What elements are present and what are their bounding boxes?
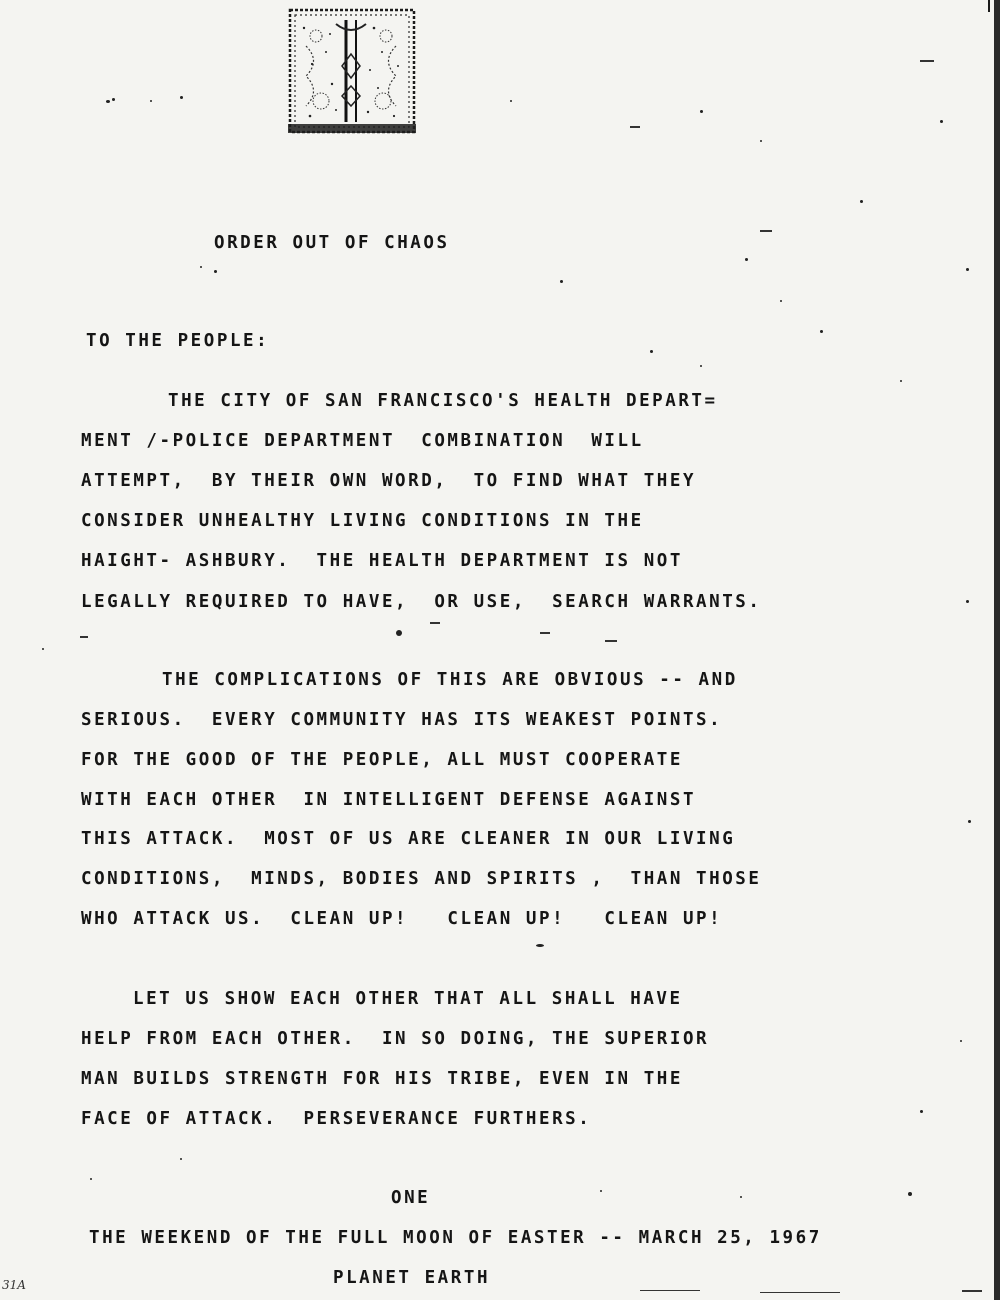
margin-note: 31A: [2, 1278, 26, 1292]
paragraph-1-line-6: LEGALLY REQUIRED TO HAVE, OR USE, SEARCH WARRANTS.: [81, 592, 762, 612]
paragraph-3-line-4: FACE OF ATTACK. PERSEVERANCE FURTHERS.: [81, 1109, 592, 1129]
signature: ONE: [391, 1188, 431, 1208]
paragraph-1-line-4: CONSIDER UNHEALTHY LIVING CONDITIONS IN THE: [81, 511, 644, 531]
paragraph-2-line-3: FOR THE GOOD OF THE PEOPLE, ALL MUST COOPERATE: [81, 750, 683, 770]
document-title: ORDER OUT OF CHAOS: [214, 233, 450, 253]
salutation: TO THE PEOPLE:: [86, 331, 270, 351]
page-edge-shadow: [994, 0, 1000, 1300]
paragraph-2-line-2: SERIOUS. EVERY COMMUNITY HAS ITS WEAKEST POINTS.: [81, 710, 723, 730]
paragraph-1-line-2: MENT /-POLICE DEPARTMENT COMBINATION WILL: [81, 431, 644, 451]
paragraph-3-line-2: HELP FROM EACH OTHER. IN SO DOING, THE SUPERIOR: [81, 1029, 710, 1049]
paragraph-2-line-1: THE COMPLICATIONS OF THIS ARE OBVIOUS -- AND: [162, 670, 738, 690]
paragraph-3-line-3: MAN BUILDS STRENGTH FOR HIS TRIBE, EVEN IN THE: [81, 1069, 683, 1089]
paragraph-2-line-7: WHO ATTACK US. CLEAN UP! CLEAN UP! CLEAN UP!: [81, 909, 723, 929]
page-edge-mark: [988, 0, 990, 12]
woodcut-emblem-image: [286, 6, 418, 136]
dateline: THE WEEKEND OF THE FULL MOON OF EASTER -- MARCH 25, 1967: [89, 1228, 822, 1248]
paragraph-1-line-5: HAIGHT- ASHBURY. THE HEALTH DEPARTMENT IS NOT: [81, 551, 683, 571]
paragraph-1-line-3: ATTEMPT, BY THEIR OWN WORD, TO FIND WHAT THEY: [81, 471, 697, 491]
paragraph-2-line-5: THIS ATTACK. MOST OF US ARE CLEANER IN OUR LIVING: [81, 829, 736, 849]
paragraph-2-line-4: WITH EACH OTHER IN INTELLIGENT DEFENSE AGAINST: [81, 790, 697, 810]
paragraph-2-line-6: CONDITIONS, MINDS, BODIES AND SPIRITS , THAN THOSE: [81, 869, 762, 889]
place: PLANET EARTH: [333, 1268, 491, 1288]
paragraph-3-line-1: LET US SHOW EACH OTHER THAT ALL SHALL HAVE: [133, 989, 683, 1009]
paragraph-1-line-1: THE CITY OF SAN FRANCISCO'S HEALTH DEPART=: [168, 391, 718, 411]
